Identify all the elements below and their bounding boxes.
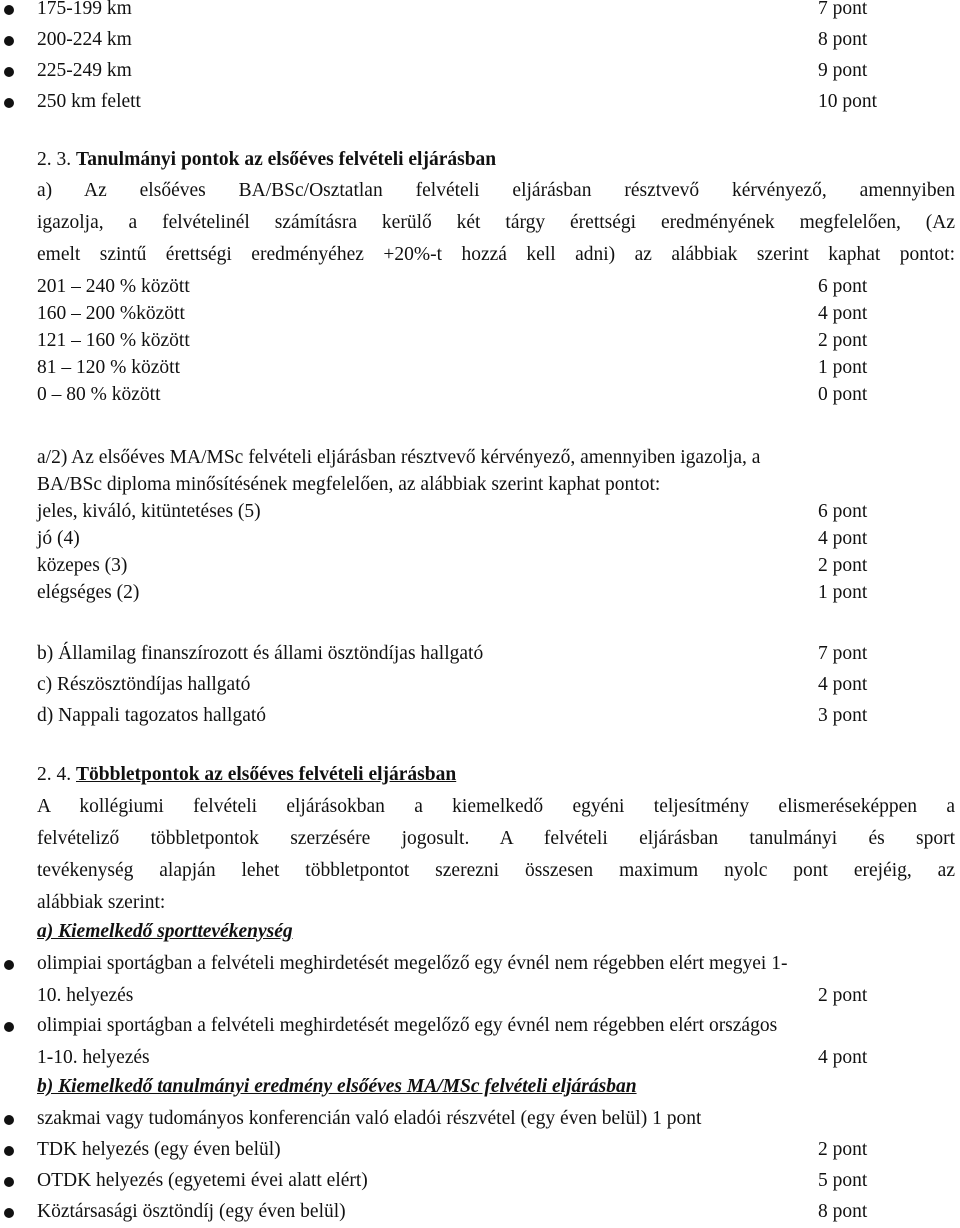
range-label: 121 – 160 % között bbox=[37, 330, 190, 351]
subsection-title: a) Kiemelkedő sporttevékenység bbox=[37, 921, 293, 942]
distance-points: 8 pont bbox=[818, 29, 868, 50]
study-item-label: Köztársasági ösztöndíj (egy éven belül) bbox=[37, 1201, 346, 1222]
bullet-icon bbox=[4, 98, 14, 108]
extra-label: b) Államilag finanszírozott és állami ösztöndíjas hallgató bbox=[37, 643, 484, 664]
grade-points: 6 pont bbox=[818, 501, 868, 522]
bullet-icon bbox=[4, 960, 14, 970]
section-title: Többletpontok az elsőéves felvételi eljárásban bbox=[76, 764, 457, 785]
grade-label: jó (4) bbox=[37, 528, 80, 549]
distance-points: 7 pont bbox=[818, 0, 868, 19]
sport-item-points: 4 pont bbox=[818, 1047, 868, 1068]
bullet-icon bbox=[4, 36, 14, 46]
range-points: 1 pont bbox=[818, 357, 868, 378]
section-number: 2. 3. bbox=[37, 149, 72, 170]
range-label: 201 – 240 % között bbox=[37, 276, 190, 297]
grade-points: 1 pont bbox=[818, 582, 868, 603]
extra-points: 3 pont bbox=[818, 705, 868, 726]
extra-label: d) Nappali tagozatos hallgató bbox=[37, 705, 267, 726]
extra-points: 4 pont bbox=[818, 674, 868, 695]
paragraph-line: BA/BSc diploma minősítésének megfelelően, az alábbiak szerint kaphat pontot: bbox=[37, 474, 661, 495]
paragraph-line: felvételiző többletpontok szerzésére jogosult. A felvételi eljárásban tanulmányi és sport bbox=[37, 828, 955, 849]
range-label: 160 – 200 %között bbox=[37, 303, 185, 324]
range-points: 0 pont bbox=[818, 384, 868, 405]
paragraph-line: tevékenység alapján lehet többletpontot szerezni összesen maximum nyolc pont erejéig, az bbox=[37, 860, 955, 881]
range-label: 0 – 80 % között bbox=[37, 384, 161, 405]
sport-item-line: 1-10. helyezés bbox=[37, 1047, 150, 1068]
sport-item-line: olimpiai sportágban a felvételi meghirdetését megelőző egy évnél nem régebben elért megyei 1- bbox=[37, 953, 788, 974]
grade-points: 2 pont bbox=[818, 555, 868, 576]
range-points: 4 pont bbox=[818, 303, 868, 324]
bullet-icon bbox=[4, 1115, 14, 1125]
paragraph-line: a/2) Az elsőéves MA/MSc felvételi eljárásban résztvevő kérvényező, amennyiben igazolja, a bbox=[37, 447, 761, 468]
sport-item-points: 2 pont bbox=[818, 985, 868, 1006]
sport-item-line: olimpiai sportágban a felvételi meghirdetését megelőző egy évnél nem régebben elért országos bbox=[37, 1015, 778, 1036]
bullet-icon bbox=[4, 5, 14, 15]
grade-label: jeles, kiváló, kitüntetéses (5) bbox=[37, 501, 261, 522]
section-heading bbox=[37, 149, 496, 171]
extra-label: c) Részösztöndíjas hallgató bbox=[37, 674, 251, 695]
bullet-icon bbox=[4, 1177, 14, 1187]
study-item-label: OTDK helyezés (egyetemi évei alatt elért) bbox=[37, 1170, 368, 1191]
section-title: Tanulmányi pontok az elsőéves felvételi eljárásban bbox=[76, 149, 497, 170]
section-number: 2. 4. bbox=[37, 764, 72, 785]
range-label: 81 – 120 % között bbox=[37, 357, 180, 378]
range-points: 6 pont bbox=[818, 276, 868, 297]
distance-points: 10 pont bbox=[818, 91, 878, 112]
distance-points: 9 pont bbox=[818, 60, 868, 81]
section-heading bbox=[37, 764, 456, 786]
study-item-label: TDK helyezés (egy éven belül) bbox=[37, 1139, 281, 1160]
study-item-points: 5 pont bbox=[818, 1170, 868, 1191]
paragraph-line: a) Az elsőéves BA/BSc/Osztatlan felvételi eljárásban résztvevő kérvényező, amennyiben bbox=[37, 180, 955, 201]
study-item-label: szakmai vagy tudományos konferencián való eladói részvétel (egy éven belül) 1 pont bbox=[37, 1108, 702, 1129]
grade-points: 4 pont bbox=[818, 528, 868, 549]
distance-label: 250 km felett bbox=[37, 91, 141, 112]
distance-label: 200-224 km bbox=[37, 29, 132, 50]
bullet-icon bbox=[4, 1022, 14, 1032]
grade-label: elégséges (2) bbox=[37, 582, 140, 603]
bullet-icon bbox=[4, 67, 14, 77]
subsection-title: b) Kiemelkedő tanulmányi eredmény elsőéves MA/MSc felvételi eljárásban bbox=[37, 1076, 637, 1097]
study-item-points: 2 pont bbox=[818, 1139, 868, 1160]
extra-points: 7 pont bbox=[818, 643, 868, 664]
study-item-points: 8 pont bbox=[818, 1201, 868, 1222]
bullet-icon bbox=[4, 1208, 14, 1218]
range-points: 2 pont bbox=[818, 330, 868, 351]
paragraph-line: igazolja, a felvételinél számításra kerülő két tárgy érettségi eredményének megfelelően, (Az bbox=[37, 212, 955, 233]
paragraph-line: A kollégiumi felvételi eljárásokban a kiemelkedő egyéni teljesítmény elismeréseképpen a bbox=[37, 796, 955, 817]
paragraph-line: alábbiak szerint: bbox=[37, 892, 166, 913]
distance-label: 225-249 km bbox=[37, 60, 132, 81]
distance-label: 175-199 km bbox=[37, 0, 132, 19]
sport-item-line: 10. helyezés bbox=[37, 985, 134, 1006]
paragraph-line: emelt szintű érettségi eredményéhez +20%-t hozzá kell adni) az alábbiak szerint kaphat pontot: bbox=[37, 244, 955, 265]
grade-label: közepes (3) bbox=[37, 555, 128, 576]
bullet-icon bbox=[4, 1146, 14, 1156]
